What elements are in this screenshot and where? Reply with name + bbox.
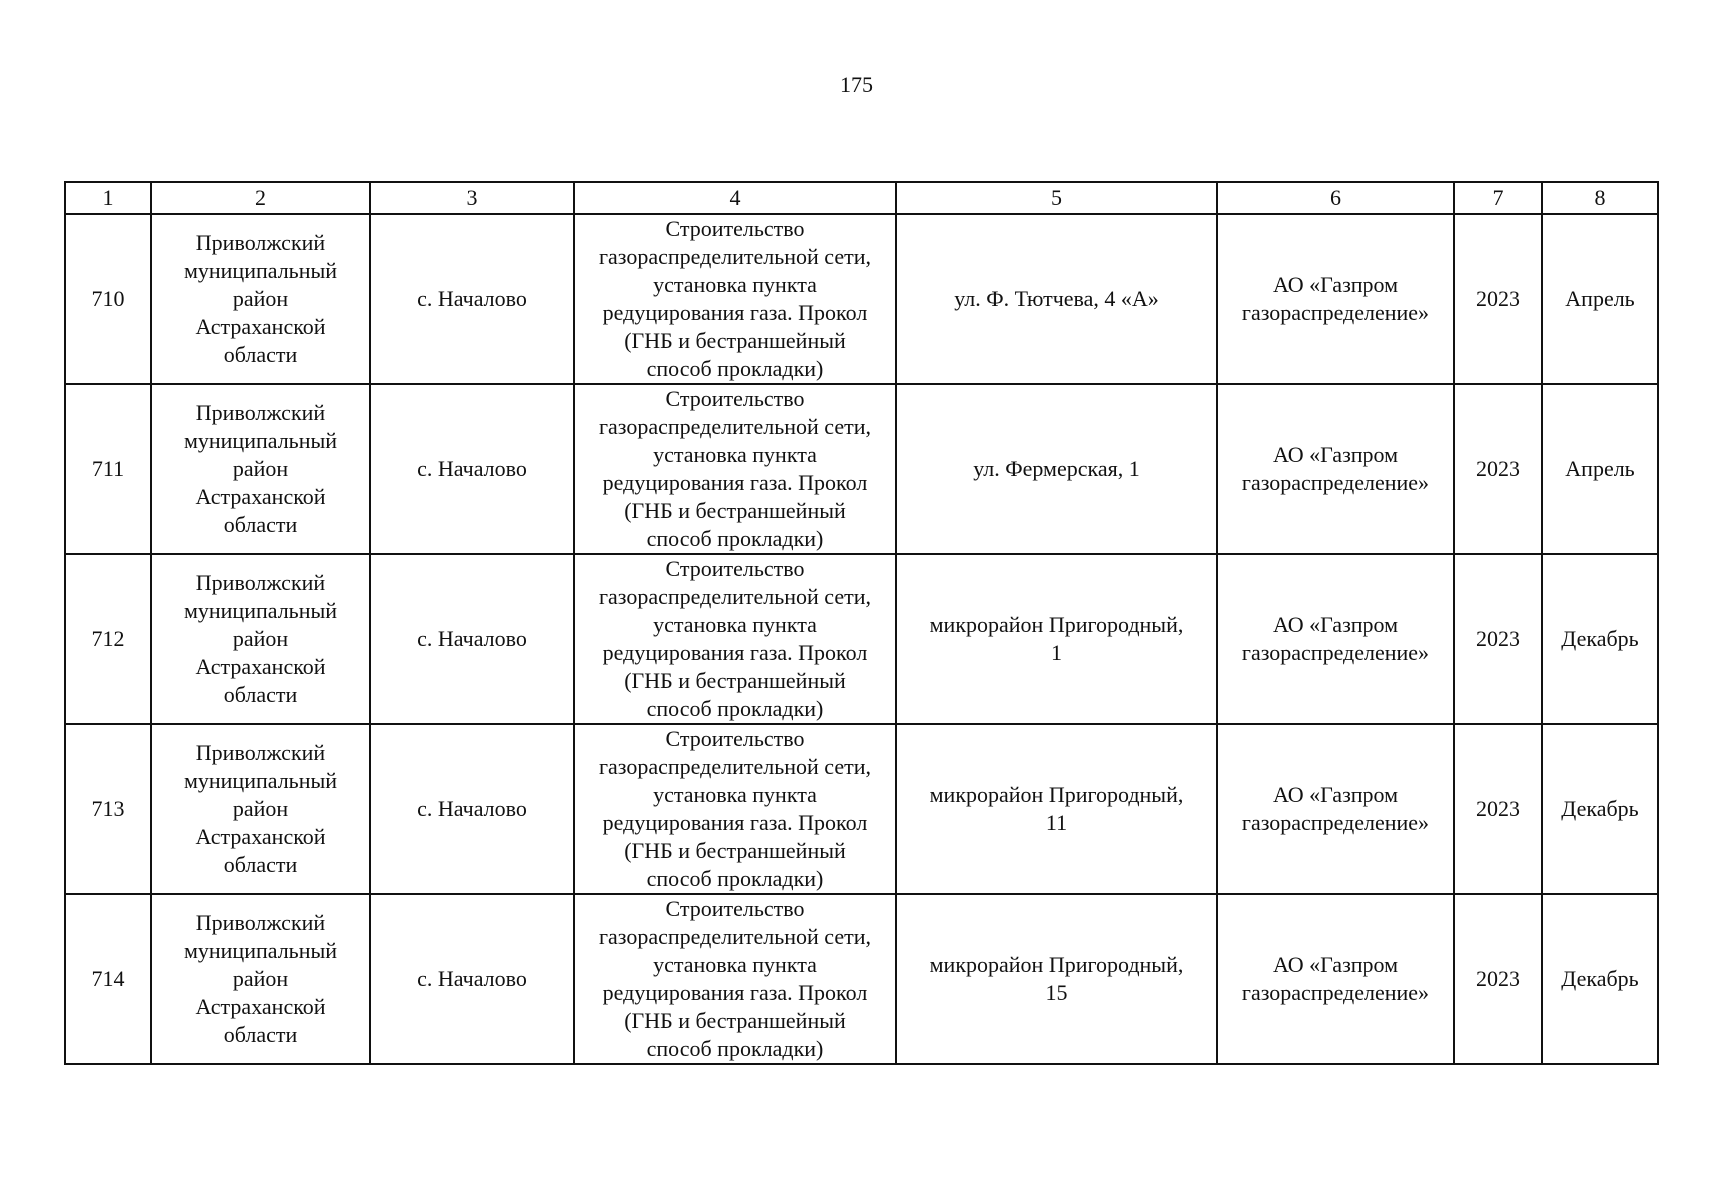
column-header: 7: [1454, 182, 1542, 214]
district-cell: Приволжский муниципальный район Астраханской области: [151, 214, 370, 384]
row-number: 714: [65, 894, 151, 1064]
year-cell: 2023: [1454, 214, 1542, 384]
table-header-row: [65, 182, 1658, 214]
works-cell: Строительство газораспределительной сети, установка пункта редуцирования газа. Прокол (ГНБ и бестраншейный способ прокладки): [574, 214, 896, 384]
district-cell: Приволжский муниципальный район Астраханской области: [151, 384, 370, 554]
table-row: [65, 724, 1658, 894]
month-cell: Декабрь: [1542, 724, 1658, 894]
address-cell: микрорайон Пригородный, 1: [896, 554, 1217, 724]
settlement-cell: с. Началово: [370, 724, 574, 894]
column-header: 8: [1542, 182, 1658, 214]
row-number: 710: [65, 214, 151, 384]
company-cell: АО «Газпром газораспределение»: [1217, 384, 1454, 554]
works-table: [64, 181, 1659, 1065]
row-number: 711: [65, 384, 151, 554]
works-cell: Строительство газораспределительной сети, установка пункта редуцирования газа. Прокол (ГНБ и бестраншейный способ прокладки): [574, 384, 896, 554]
row-number: 713: [65, 724, 151, 894]
month-cell: Апрель: [1542, 214, 1658, 384]
year-cell: 2023: [1454, 554, 1542, 724]
district-cell: Приволжский муниципальный район Астраханской области: [151, 724, 370, 894]
address-cell: ул. Ф. Тютчева, 4 «А»: [896, 214, 1217, 384]
table-row: [65, 384, 1658, 554]
company-cell: АО «Газпром газораспределение»: [1217, 554, 1454, 724]
column-header: 6: [1217, 182, 1454, 214]
month-cell: Апрель: [1542, 384, 1658, 554]
company-cell: АО «Газпром газораспределение»: [1217, 724, 1454, 894]
column-header: 4: [574, 182, 896, 214]
settlement-cell: с. Началово: [370, 384, 574, 554]
column-header: 3: [370, 182, 574, 214]
table-row: [65, 554, 1658, 724]
settlement-cell: с. Началово: [370, 894, 574, 1064]
year-cell: 2023: [1454, 384, 1542, 554]
works-cell: Строительство газораспределительной сети, установка пункта редуцирования газа. Прокол (ГНБ и бестраншейный способ прокладки): [574, 894, 896, 1064]
column-header: 1: [65, 182, 151, 214]
settlement-cell: с. Началово: [370, 554, 574, 724]
works-cell: Строительство газораспределительной сети, установка пункта редуцирования газа. Прокол (ГНБ и бестраншейный способ прокладки): [574, 554, 896, 724]
year-cell: 2023: [1454, 894, 1542, 1064]
address-cell: ул. Фермерская, 1: [896, 384, 1217, 554]
company-cell: АО «Газпром газораспределение»: [1217, 214, 1454, 384]
address-cell: микрорайон Пригородный, 15: [896, 894, 1217, 1064]
settlement-cell: с. Началово: [370, 214, 574, 384]
district-cell: Приволжский муниципальный район Астраханской области: [151, 894, 370, 1064]
table-row: [65, 214, 1658, 384]
address-cell: микрорайон Пригородный, 11: [896, 724, 1217, 894]
column-header: 2: [151, 182, 370, 214]
row-number: 712: [65, 554, 151, 724]
column-header: 5: [896, 182, 1217, 214]
district-cell: Приволжский муниципальный район Астраханской области: [151, 554, 370, 724]
month-cell: Декабрь: [1542, 554, 1658, 724]
works-cell: Строительство газораспределительной сети, установка пункта редуцирования газа. Прокол (ГНБ и бестраншейный способ прокладки): [574, 724, 896, 894]
table-row: [65, 894, 1658, 1064]
company-cell: АО «Газпром газораспределение»: [1217, 894, 1454, 1064]
month-cell: Декабрь: [1542, 894, 1658, 1064]
page-number: 175: [840, 72, 873, 97]
year-cell: 2023: [1454, 724, 1542, 894]
